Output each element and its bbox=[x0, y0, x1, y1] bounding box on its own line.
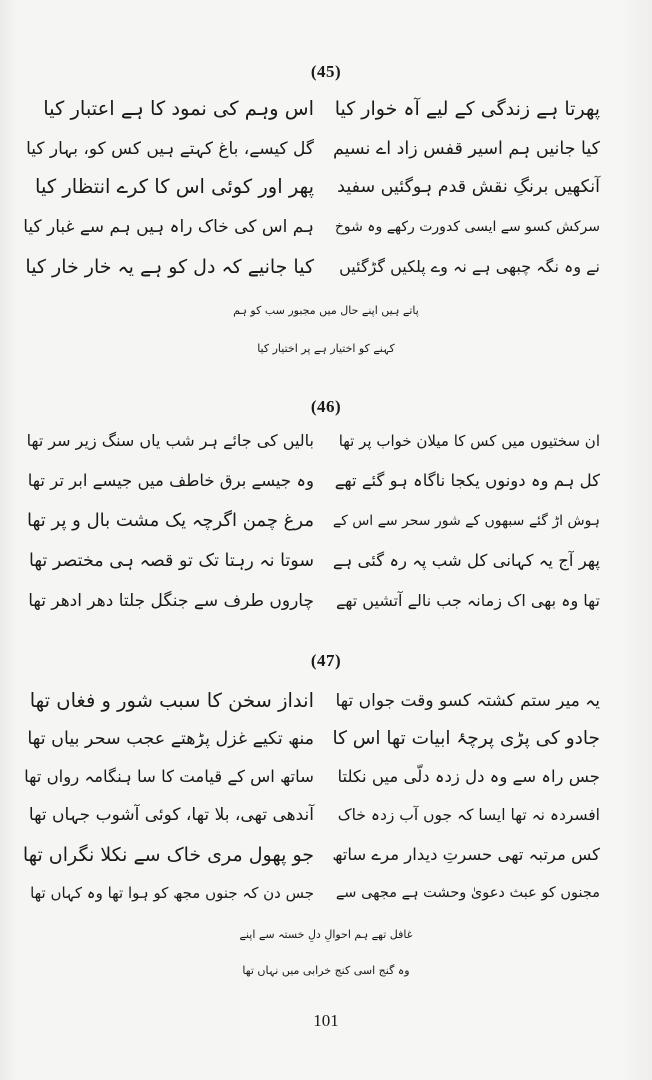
second-hemistich: جو پھول مری خاک سے نکلا نگراں تھا bbox=[22, 844, 314, 866]
couplet bbox=[0, 800, 652, 840]
second-hemistich: کیا جانیے کہ دل کو ہے یہ خار خار کیا bbox=[25, 256, 314, 278]
closing-line: غافل تھے ہم احوالِ دلِ خستہ سے اپنے bbox=[239, 928, 413, 941]
couplet bbox=[0, 94, 652, 134]
couplet bbox=[0, 840, 652, 880]
couplet bbox=[0, 586, 652, 626]
second-hemistich: آندھی تھی، بلا تھا، کوئی آشوب جہاں تھا bbox=[28, 805, 314, 825]
couplet bbox=[0, 426, 652, 466]
second-hemistich: ساتھ اس کے قیامت کا سا ہنگامہ رواں تھا bbox=[24, 767, 314, 786]
first-hemistich: مجنوں کو عبث دعویٰ وحشت ہے مجھی سے bbox=[335, 885, 600, 901]
first-hemistich: جادو کی پڑی پرچۂ ابیات تھا اس کا bbox=[332, 728, 600, 749]
first-hemistich: ان سختیوں میں کس کا میلان خواب پر تھا bbox=[338, 432, 600, 450]
second-hemistich: چاروں طرف سے جنگل جلتا دھر ادھر تھا bbox=[28, 591, 314, 611]
first-hemistich: سرکش کسو سے ایسی کدورت رکھے وہ شوخ bbox=[334, 219, 600, 235]
second-hemistich: گل کیسے، باغ کہتے ہیں کس کو، بہار کیا bbox=[26, 139, 314, 159]
page-number: 101 bbox=[313, 1011, 339, 1030]
couplet bbox=[0, 212, 652, 252]
poem-number: (47) bbox=[310, 651, 342, 670]
second-hemistich: منھ تکیے غزل پڑھتے عجب سحر بیاں تھا bbox=[27, 729, 314, 749]
couplet bbox=[0, 724, 652, 764]
closing-line: پاتے ہیں اپنے حال میں مجبور سب کو ہم bbox=[233, 304, 419, 317]
couplet bbox=[0, 878, 652, 918]
first-hemistich: نے وہ نگہ چبھی ہے نہ وے پلکیں گڑگئیں bbox=[339, 257, 600, 276]
couplet bbox=[0, 252, 652, 292]
second-hemistich: پھر اور کوئی اس کا کرے انتظار کیا bbox=[35, 175, 314, 198]
poem-number: (46) bbox=[310, 397, 342, 416]
first-hemistich: کل ہم وہ دونوں یکجا ناگاہ ہو گئے تھے bbox=[334, 471, 600, 490]
first-hemistich: پھرتا ہے زندگی کے لیے آہ خوار کیا bbox=[334, 98, 600, 120]
couplet bbox=[0, 134, 652, 174]
couplet bbox=[0, 546, 652, 586]
couplet bbox=[0, 172, 652, 212]
first-hemistich: کیا جانیں ہم اسیر قفس زاد اے نسیم bbox=[332, 139, 600, 159]
couplet bbox=[0, 506, 652, 546]
second-hemistich: سوتا نہ رہتا تک تو قصہ ہی مختصر تھا bbox=[29, 551, 314, 571]
second-hemistich: اس وہم کی نمود کا ہے اعتبار کیا bbox=[43, 97, 314, 120]
first-hemistich: جس راہ سے وہ دل زدہ دلّی میں نکلتا bbox=[337, 767, 600, 786]
second-hemistich: ہم اس کی خاک راہ ہیں ہم سے غبار کیا bbox=[23, 217, 314, 237]
first-hemistich: یہ میر ستم کشتہ کسو وقت جواں تھا bbox=[335, 691, 600, 711]
second-hemistich: بالیں کی جائے ہر شب یاں سنگ زیر سر تھا bbox=[26, 431, 314, 450]
closing-line: کہنے کو اختیار ہے پر اختیار کیا bbox=[257, 342, 395, 355]
first-hemistich: ہوش اڑ گئے سبھوں کے شور سحر سے اس کے bbox=[332, 513, 600, 529]
couplet bbox=[0, 686, 652, 726]
second-hemistich: مرغ چمن اگرچہ یک مشت بال و پر تھا bbox=[27, 510, 314, 531]
couplet bbox=[0, 762, 652, 802]
closing-line: وہ گنج اسی کنج خرابی میں نہاں تھا bbox=[242, 964, 410, 977]
first-hemistich: آنکھیں برنگِ نقش قدم ہوگئیں سفید bbox=[337, 177, 600, 197]
couplet bbox=[0, 466, 652, 506]
second-hemistich: انداز سخن کا سبب شور و فغاں تھا bbox=[29, 689, 314, 712]
first-hemistich: افسردہ نہ تھا ایسا کہ جوں آب زدہ خاک bbox=[337, 806, 600, 824]
second-hemistich: جس دن کہ جنوں مجھ کو ہوا تھا وہ کہاں تھا bbox=[30, 884, 314, 902]
first-hemistich: پھر آج یہ کہانی کل شب پہ رہ گئی ہے bbox=[332, 551, 600, 570]
poem-number: (45) bbox=[310, 62, 342, 81]
first-hemistich: تھا وہ بھی اک زمانہ جب نالے آتشیں تھے bbox=[336, 591, 600, 610]
first-hemistich: کس مرتبہ تھی حسرتِ دیدار مرے ساتھ bbox=[332, 845, 600, 864]
second-hemistich: وہ جیسے برق خاطف میں جیسے ابر تر تھا bbox=[27, 471, 314, 490]
